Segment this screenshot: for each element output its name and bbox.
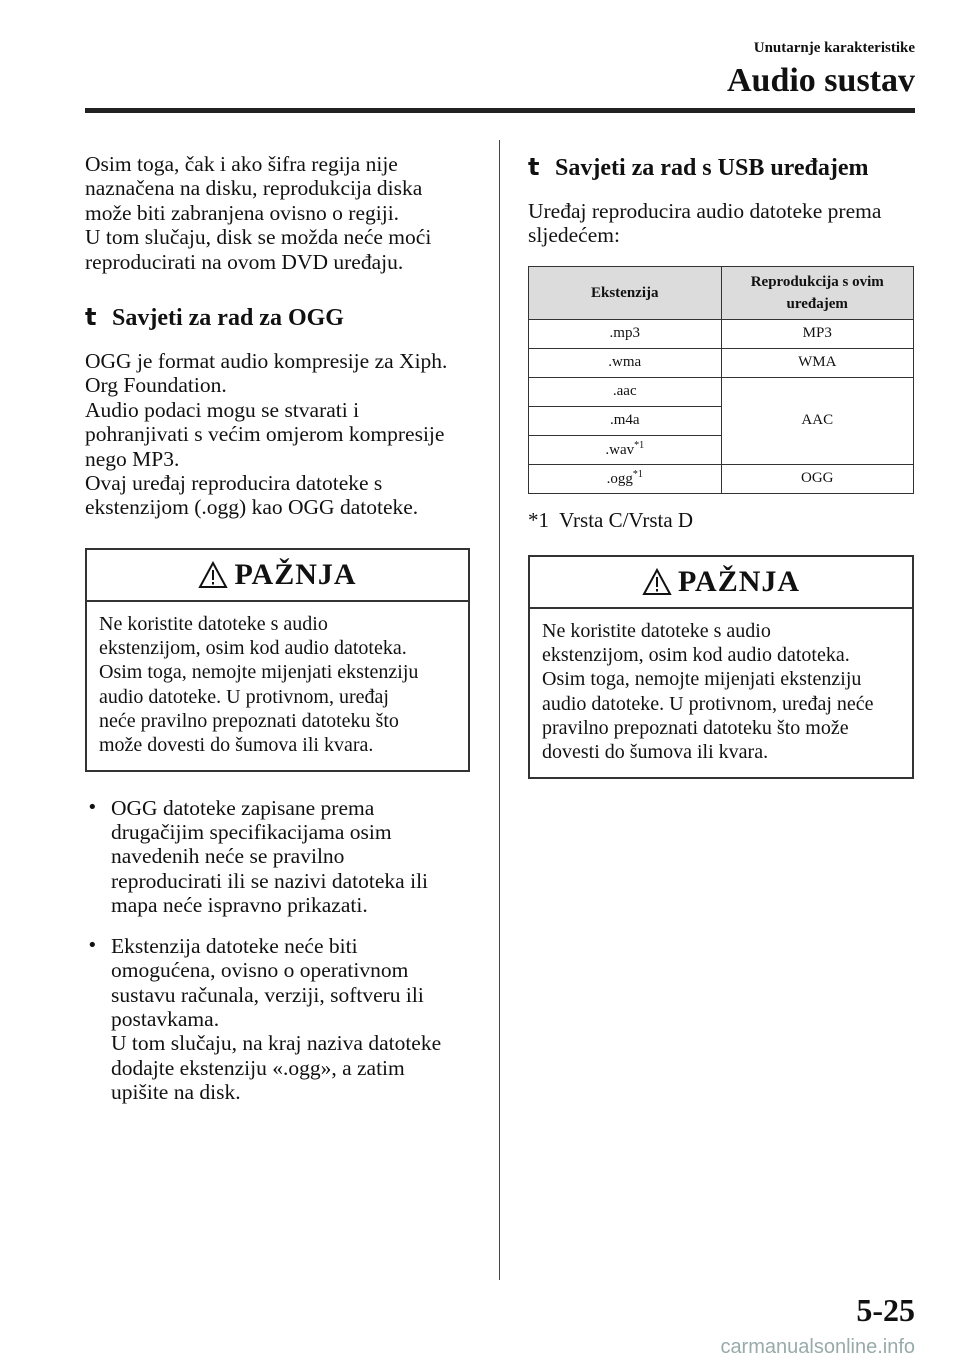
section-title: Audio sustav (726, 62, 915, 99)
caution-box-right (528, 555, 914, 779)
table-row (529, 348, 914, 377)
table-cell-ext: .aac (529, 377, 722, 406)
extension-table (528, 266, 914, 494)
table-cell-format: WMA (721, 348, 914, 377)
list-item (85, 796, 470, 918)
ogg-heading-text: Savjeti za rad za OGG (112, 305, 344, 332)
table-row (529, 319, 914, 348)
table-cell-ext (529, 464, 722, 493)
bullet-icon: • (87, 796, 98, 818)
table-row (529, 377, 914, 406)
caution-title: PAŽNJA (234, 557, 357, 591)
table-cell-ext: .mp3 (529, 319, 722, 348)
footnote-mark: *1 (634, 440, 645, 452)
caution-text: Ne koristite datoteke s audio ekstenzijom, osim kod audio datoteka. Osim toga, nemojte mijenjati ekstenziju audio datoteke. U protivnom, uređaj neće pravilno prepoznati datoteku što može dovesti do šumova ili kvara. (542, 619, 874, 764)
caution-header (530, 557, 912, 609)
caution-text: Ne koristite datoteke s audio ekstenzijom, osim kod audio datoteka. Osim toga, nemojte mijenjati ekstenziju audio datoteke. U protivnom, uređaj neće pravilno prepoznati datoteku što može dovesti do šumova ili kvara. (99, 612, 419, 757)
header-rule (85, 108, 915, 113)
heading-bullet-icon: t (85, 303, 97, 332)
list-item-text: Ekstenzija datoteke neće biti omogućena, ovisno o operativnom sustavu računala, verziji, softveru ili postavkama. U tom slučaju, na kraj naziva datoteke dodajte ekstenziju «.ogg», a zatim upišite na disk. (111, 933, 442, 1105)
watermark: carmanualsonline.info (720, 1336, 915, 1358)
heading-bullet-icon: t (528, 153, 540, 181)
chapter-title: Unutarnje karakteristike (753, 40, 915, 56)
table-cell-ext: .m4a (529, 406, 722, 435)
list-item (85, 934, 470, 1105)
table-header-row (529, 266, 914, 319)
list-item-text: OGG datoteke zapisane prema drugačijim specifikacijama osim navedenih neće se pravilno reproducirati ili se nazivi datoteka ili mapa neće ispravno prikazati. (111, 795, 429, 918)
ext-label: .ogg (606, 471, 633, 488)
page-number: 5-25 (856, 1292, 915, 1328)
usb-heading (528, 152, 914, 183)
table-row (529, 464, 914, 493)
table-cell-format: OGG (721, 464, 914, 493)
column-divider (499, 140, 500, 1280)
table-cell-ext (529, 435, 722, 464)
table-header-extension: Ekstenzija (529, 266, 722, 319)
ogg-paragraph: OGG je format audio kompresije za Xiph. Org Foundation. Audio podaci mogu se stvarati i pohranjivati s većim omjerom kompresije nego MP3. Ovaj uređaj reproducira datoteke s ekstenzijom (.ogg) kao OGG datoteke. (85, 349, 448, 520)
usb-paragraph: Uređaj reproducira audio datoteke prema sljedećem: (528, 199, 882, 248)
bullet-icon: • (87, 934, 98, 956)
caution-title: PAŽNJA (677, 564, 801, 598)
ext-label: .wav (605, 442, 635, 459)
ogg-heading (85, 302, 470, 333)
right-column (528, 152, 914, 803)
table-cell-ext: .wma (529, 348, 722, 377)
warning-icon (198, 561, 228, 589)
left-column (85, 152, 470, 1121)
caution-header (87, 550, 468, 602)
table-header-playback: Reprodukcija s ovim uređajem (721, 266, 914, 319)
footnote-mark: *1 (632, 469, 643, 481)
caution-box-left (85, 548, 470, 772)
table-cell-format: MP3 (721, 319, 914, 348)
intro-paragraph: Osim toga, čak i ako šifra regija nije naznačena na disku, reprodukcija diska može biti zabranjena ovisno o regiji. U tom slučaju, disk se možda neće moći reproducirati na ovom DVD uređaju. (85, 152, 432, 274)
table-footnote: *1 Vrsta C/Vrsta D (528, 507, 694, 532)
warning-icon (642, 568, 672, 596)
bullet-list (85, 796, 470, 1105)
usb-heading-text: Savjeti za rad s USB uređajem (555, 155, 869, 181)
table-cell-format: AAC (721, 377, 914, 464)
